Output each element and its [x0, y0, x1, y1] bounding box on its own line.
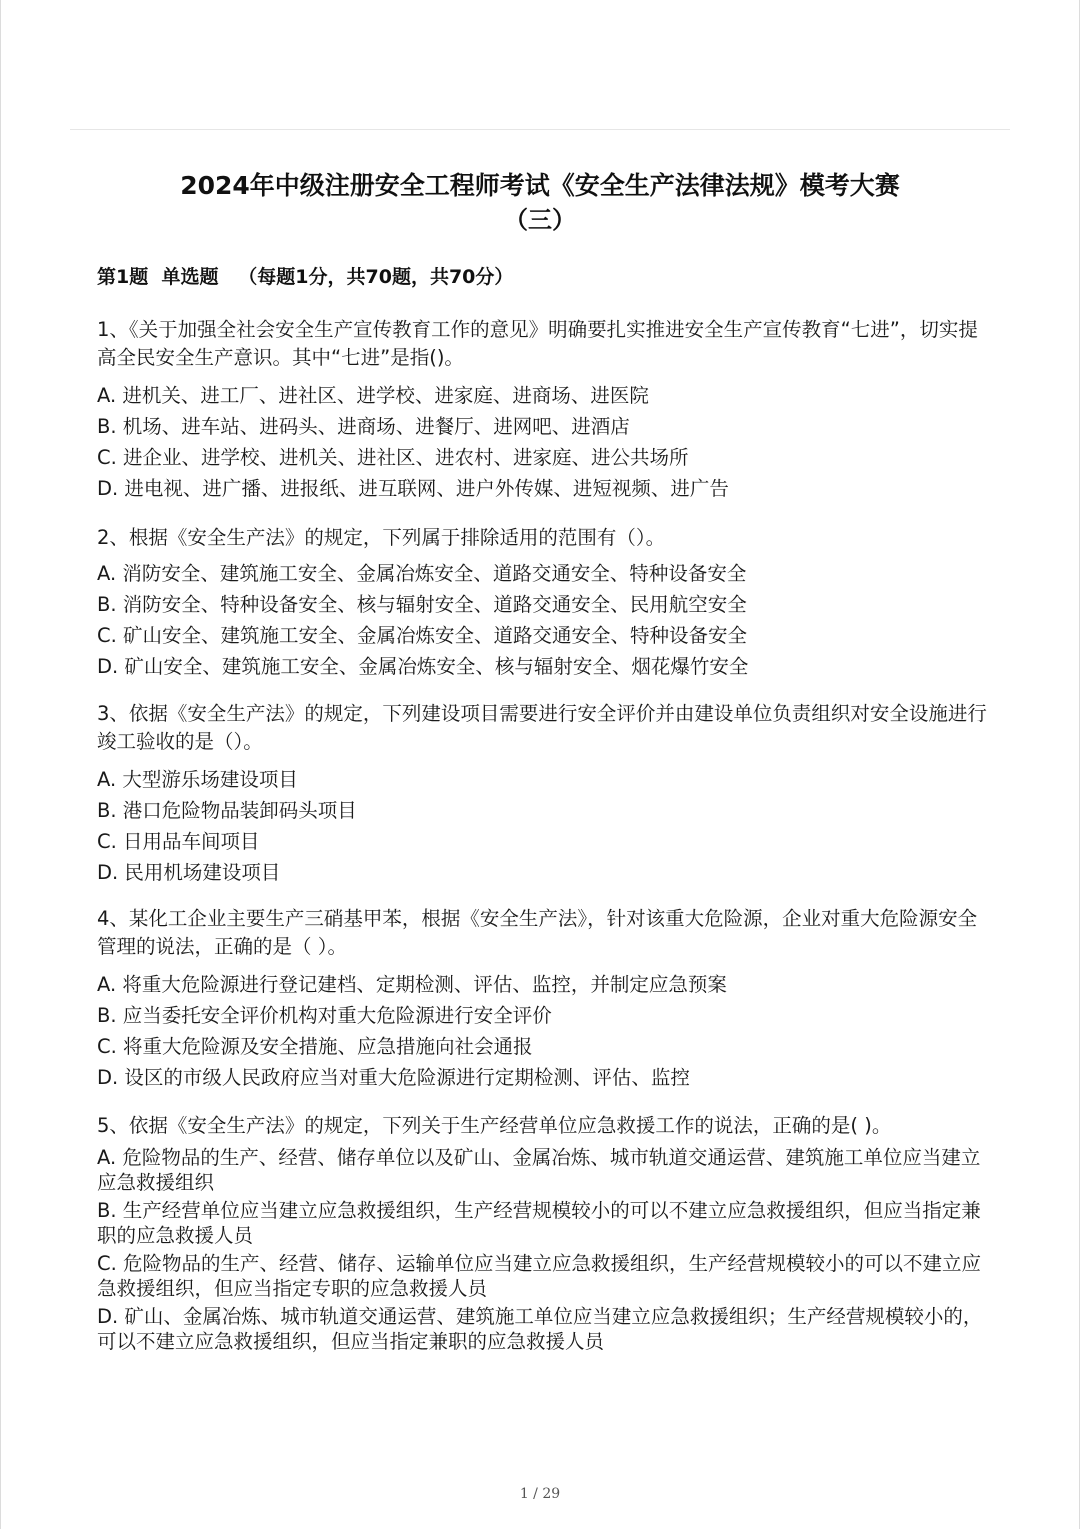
option-a: A. 大型游乐场建设项目 [97, 768, 298, 791]
question-4 [97, 905, 987, 1093]
option-d: D. 矿山安全、建筑施工安全、金属冶炼安全、核与辐射安全、烟花爆竹安全 [97, 655, 749, 678]
option-c: C. 进企业、进学校、进机关、进社区、进农村、进家庭、进公共场所 [97, 446, 689, 469]
page-number: 1 / 29 [519, 1486, 561, 1502]
question-stem: 2、根据《安全生产法》的规定，下列属于排除适用的范围有（）。 [97, 526, 666, 549]
question-stem: 5、依据《安全生产法》的规定，下列关于生产经营单位应急救援工作的说法，正确的是( )。 [97, 1114, 892, 1137]
question-5 [97, 1112, 987, 1357]
option-d: D. 设区的市级人民政府应当对重大危险源进行定期检测、评估、监控 [97, 1066, 690, 1089]
option-d: D. 民用机场建设项目 [97, 861, 281, 884]
option-a: A. 危险物品的生产、经营、储存单位以及矿山、金属冶炼、城市轨道交通运营、建筑施工单位应当建立应急救援组织 [97, 1146, 981, 1194]
option-b: B. 机场、进车站、进码头、进商场、进餐厅、进网吧、进酒店 [97, 415, 630, 438]
option-b: B. 应当委托安全评价机构对重大危险源进行安全评价 [97, 1004, 552, 1027]
question-stem: 3、依据《安全生产法》的规定，下列建设项目需要进行安全评价并由建设单位负责组织对安全设施进行竣工验收的是（）。 [97, 702, 987, 753]
question-stem: 4、某化工企业主要生产三硝基甲苯，根据《安全生产法》，针对该重大危险源，企业对重大危险源安全管理的说法，正确的是（ ）。 [97, 907, 978, 958]
option-a: A. 将重大危险源进行登记建档、定期检测、评估、监控，并制定应急预案 [97, 973, 727, 996]
question-stem: 1、《关于加强全社会安全生产宣传教育工作的意见》明确要扎实推进安全生产宣传教育“七进”，切实提高全民安全生产意识。其中“七进”是指()。 [97, 318, 978, 369]
option-c: C. 日用品车间项目 [97, 830, 260, 853]
page-edge-left [0, 0, 1, 1529]
option-d: D. 矿山、金属冶炼、城市轨道交通运营、建筑施工单位应当建立应急救援组织；生产经营规模较小的，可以不建立应急救援组织，但应当指定兼职的应急救援人员 [97, 1305, 983, 1353]
option-d: D. 进电视、进广播、进报纸、进互联网、进户外传媒、进短视频、进广告 [97, 477, 729, 500]
option-b: B. 生产经营单位应当建立应急救援组织，生产经营规模较小的可以不建立应急救援组织，但应当指定兼职的应急救援人员 [97, 1199, 981, 1247]
section-heading: 第1题 单选题 （每题1分，共70题，共70分） [97, 266, 514, 288]
question-3 [97, 700, 987, 888]
option-a: A. 消防安全、建筑施工安全、金属冶炼安全、道路交通安全、特种设备安全 [97, 562, 747, 585]
document-subtitle: （三） [504, 206, 576, 234]
option-a: A. 进机关、进工厂、进社区、进学校、进家庭、进商场、进医院 [97, 384, 649, 407]
option-b: B. 消防安全、特种设备安全、核与辐射安全、道路交通安全、民用航空安全 [97, 593, 747, 616]
option-c: C. 危险物品的生产、经营、储存、运输单位应当建立应急救援组织，生产经营规模较小的可以不建立应急救援组织，但应当指定专职的应急救援人员 [97, 1252, 982, 1300]
header-divider [70, 129, 1010, 130]
question-2 [97, 525, 987, 682]
question-1 [97, 316, 987, 504]
option-c: C. 将重大危险源及安全措施、应急措施向社会通报 [97, 1035, 533, 1058]
option-c: C. 矿山安全、建筑施工安全、金属冶炼安全、道路交通安全、特种设备安全 [97, 624, 748, 647]
document-title: 2024年中级注册安全工程师考试《安全生产法律法规》模考大赛 [180, 171, 900, 200]
option-b: B. 港口危险物品装卸码头项目 [97, 799, 357, 822]
